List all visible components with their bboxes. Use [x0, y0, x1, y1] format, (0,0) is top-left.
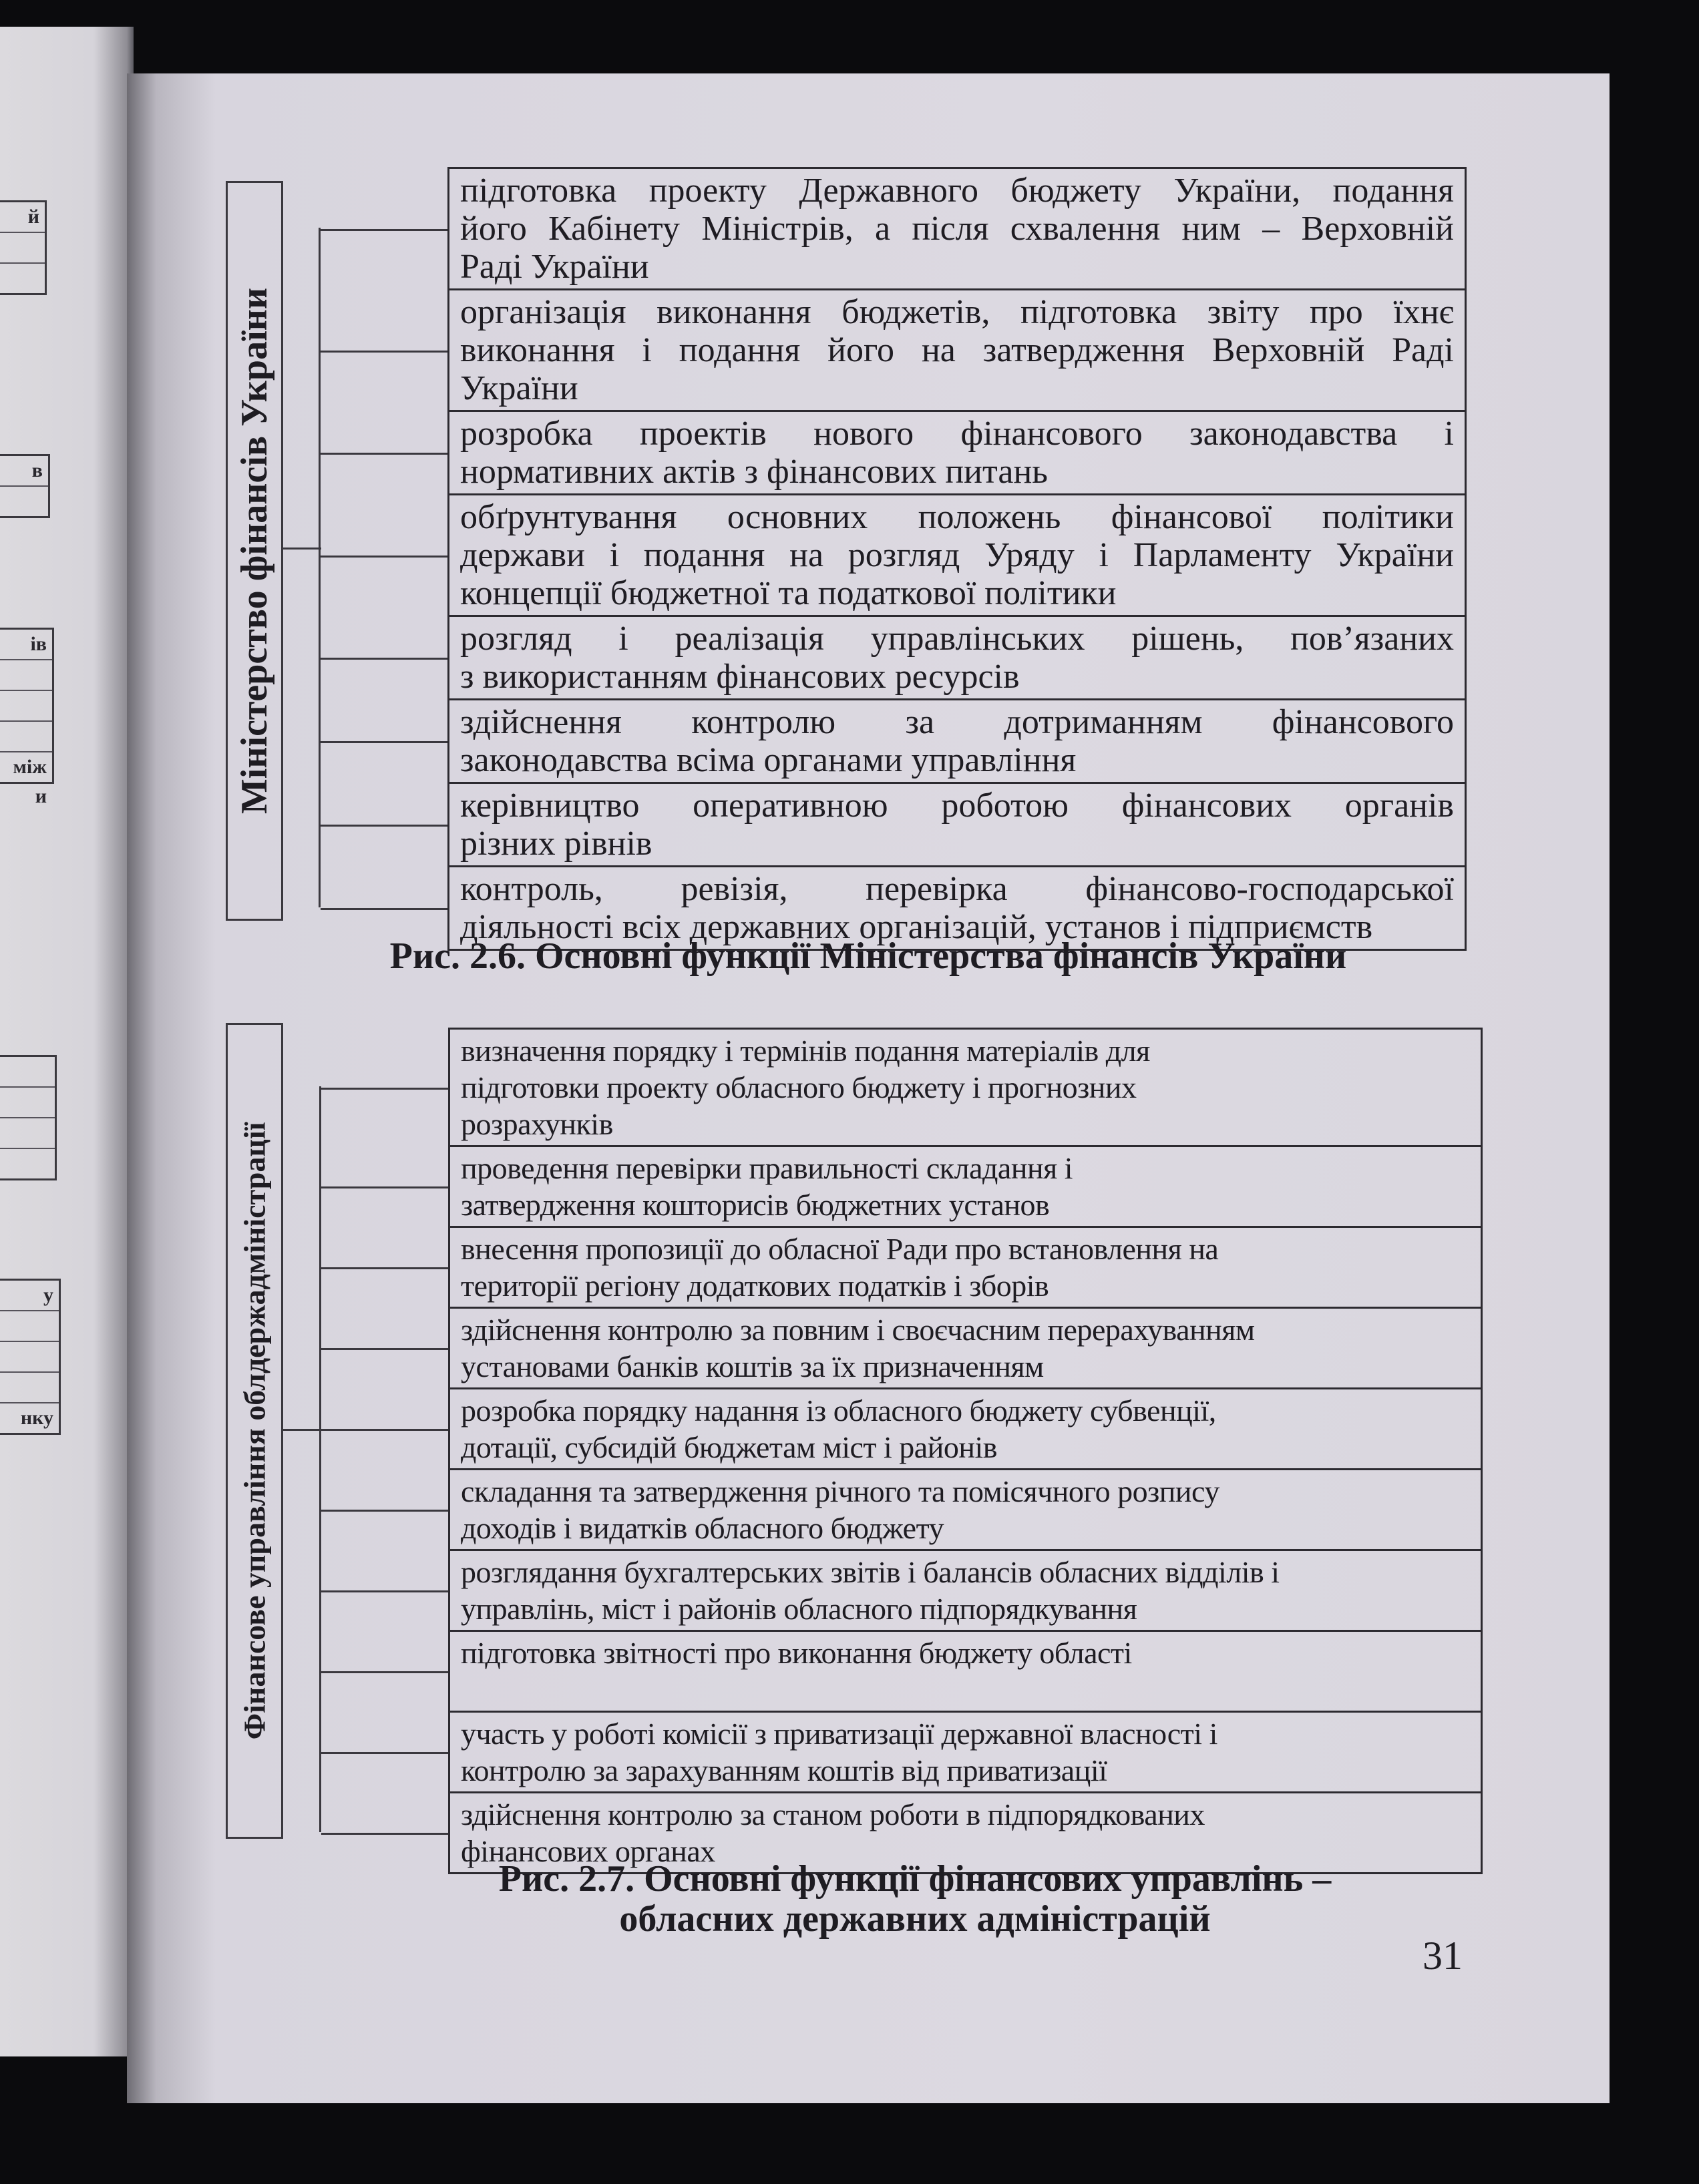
function-text-line: затвердження кошторисів бюджетних установ [461, 1188, 1050, 1222]
function-text-line: розгляд і реалізація управлінських рішень, пов’язаних [460, 620, 1454, 658]
left-page-table-fragment [0, 200, 47, 295]
functions-list-2-6 [447, 167, 1467, 951]
left-page-fragment-cell [0, 1311, 59, 1342]
left-page-fragment-cell [0, 660, 52, 691]
function-text-line: доходів і видатків обласного бюджету [461, 1511, 944, 1545]
function-text-line: розрахунків [461, 1107, 613, 1141]
left-page-table-fragment [0, 454, 50, 518]
figure-caption-2-7-line-1: Рис. 2.7. Основні функції фінансових управлінь – [498, 1858, 1332, 1900]
left-page-fragment-cell [0, 1149, 55, 1178]
function-text-line: діяльності всіх державних організацій, установ і підприємств [460, 908, 1373, 946]
function-text-line: здійснення контролю за станом роботи в підпорядкованих [461, 1797, 1205, 1831]
left-page-fragment-cell: нку [20, 1407, 53, 1429]
function-text-line: внесення пропозиції до обласної Ради про встановлення на [461, 1232, 1219, 1266]
function-box [450, 1632, 1481, 1713]
function-text-line: здійснення контролю за повним і своєчасним перерахуванням [461, 1313, 1255, 1347]
left-page-table-fragment [0, 1055, 57, 1180]
function-box [450, 1389, 1481, 1470]
function-text-line: розробка порядку надання із обласного бюджету субвенції, [461, 1393, 1216, 1428]
left-page [0, 27, 134, 2056]
function-text-line: контролю за зарахуванням коштів від приватизації [461, 1753, 1107, 1787]
connector-bus [319, 228, 321, 907]
function-text-line: контроль, ревізія, перевірка фінансово-господарської [460, 870, 1454, 908]
left-page-fragment-cell [0, 1088, 55, 1118]
root-box-ministry-of-finance [226, 181, 283, 921]
function-box [450, 1713, 1481, 1793]
root-label: Фінансове управління облдержадміністрації [237, 1122, 272, 1740]
functions-list-2-7 [448, 1028, 1483, 1874]
left-page-table-fragment [0, 628, 54, 807]
left-page-fragment-cell [0, 722, 52, 752]
function-text-line: проведення перевірки правильності складання і [461, 1151, 1073, 1185]
left-page-fragment-cell [0, 1342, 59, 1373]
function-text-line: організація виконання бюджетів, підготовка звіту про їхнє [460, 293, 1454, 331]
function-text-line: керівництво оперативною роботою фінансових органів [460, 787, 1454, 825]
function-text-line: розробка проектів нового фінансового законодавства і [460, 415, 1454, 453]
function-text-line: концепції бюджетної та податкової політики [460, 574, 1117, 612]
left-page-fragment-cell: у [0, 1281, 59, 1311]
figure-caption-2-7-line-2: обласних державних адміністрацій [619, 1898, 1211, 1940]
function-box [449, 617, 1465, 700]
function-text-line: з використанням фінансових ресурсів [460, 658, 1020, 696]
function-text-line: різних рівнів [460, 825, 652, 863]
function-text-line: управлінь, міст і районів обласного підпорядкування [461, 1592, 1137, 1626]
function-text-line: підготовка звітності про виконання бюджету області [461, 1636, 1132, 1670]
function-text-line: складання та затвердження річного та помісячного розпису [461, 1474, 1219, 1508]
function-box [449, 412, 1465, 495]
left-page-fragment-cell [0, 487, 48, 516]
function-text-line: обґрунтування основних положень фінансової політики [460, 498, 1454, 536]
function-text-line: території регіону додаткових податків і зборів [461, 1269, 1049, 1303]
left-page-fragment-cell [0, 233, 45, 264]
function-text-line: підготовки проекту обласного бюджету і прогнозних [461, 1070, 1137, 1104]
function-text-line: фінансових органах [461, 1834, 715, 1868]
function-box [450, 1147, 1481, 1228]
function-text-line: держави і подання на розгляд Уряду і Парламенту України [460, 536, 1454, 574]
left-page-fragment-cell [0, 264, 45, 293]
function-text-line: Раді України [460, 248, 649, 286]
function-text-line: України [460, 369, 578, 407]
function-box [450, 1030, 1481, 1147]
function-box [450, 1309, 1481, 1389]
function-box [449, 784, 1465, 867]
left-page-fragment-cell [0, 1118, 55, 1149]
function-box [450, 1228, 1481, 1309]
function-text-line: законодавства всіма органами управління [460, 741, 1077, 779]
left-page-fragment-cell [0, 1373, 59, 1403]
function-text-line: його Кабінету Міністрів, а після схвалення ним – Верховній [460, 210, 1454, 248]
left-page-fragment-cell [0, 691, 52, 722]
page-number: 31 [1423, 1934, 1463, 1978]
function-text-line: участь у роботі комісії з приватизації державної власності і [461, 1717, 1217, 1751]
function-text-line: дотації, субсидій бюджетам міст і районів [461, 1430, 997, 1464]
function-box [449, 700, 1465, 784]
left-page-fragment-cell: ів [0, 630, 52, 660]
root-label: Міністерство фінансів України [234, 287, 275, 815]
function-text-line: визначення порядку і термінів подання матеріалів для [461, 1034, 1150, 1068]
function-text-line: розглядання бухгалтерських звітів і балансів обласних відділів і [461, 1555, 1280, 1589]
function-text-line: виконання і подання його на затвердження Верховній Раді [460, 331, 1454, 369]
connector-root [281, 1429, 321, 1431]
left-page-fragment-cell: між и [13, 756, 47, 807]
function-box [450, 1551, 1481, 1632]
function-box [449, 290, 1465, 412]
connector-root [281, 548, 321, 550]
root-box-regional-finance-department [226, 1023, 283, 1839]
function-text-line: здійснення контролю за дотриманням фінансового [460, 703, 1454, 741]
function-text-line: нормативних актів з фінансових питань [460, 453, 1048, 491]
function-box [450, 1470, 1481, 1551]
connector-bus [319, 1086, 321, 1832]
function-text-line: підготовка проекту Державного бюджету України, подання [460, 172, 1454, 210]
function-box [449, 169, 1465, 290]
left-page-fragment-cell [0, 1057, 55, 1088]
left-page-table-fragment [0, 1279, 61, 1435]
left-page-fragment-cell: й [0, 202, 45, 233]
function-text-line: установами банків коштів за їх призначенням [461, 1349, 1044, 1383]
left-page-fragment-cell: в [0, 456, 48, 487]
figure-caption-2-6: Рис. 2.6. Основні функції Міністерства фінансів України [389, 935, 1347, 977]
function-box [449, 495, 1465, 617]
